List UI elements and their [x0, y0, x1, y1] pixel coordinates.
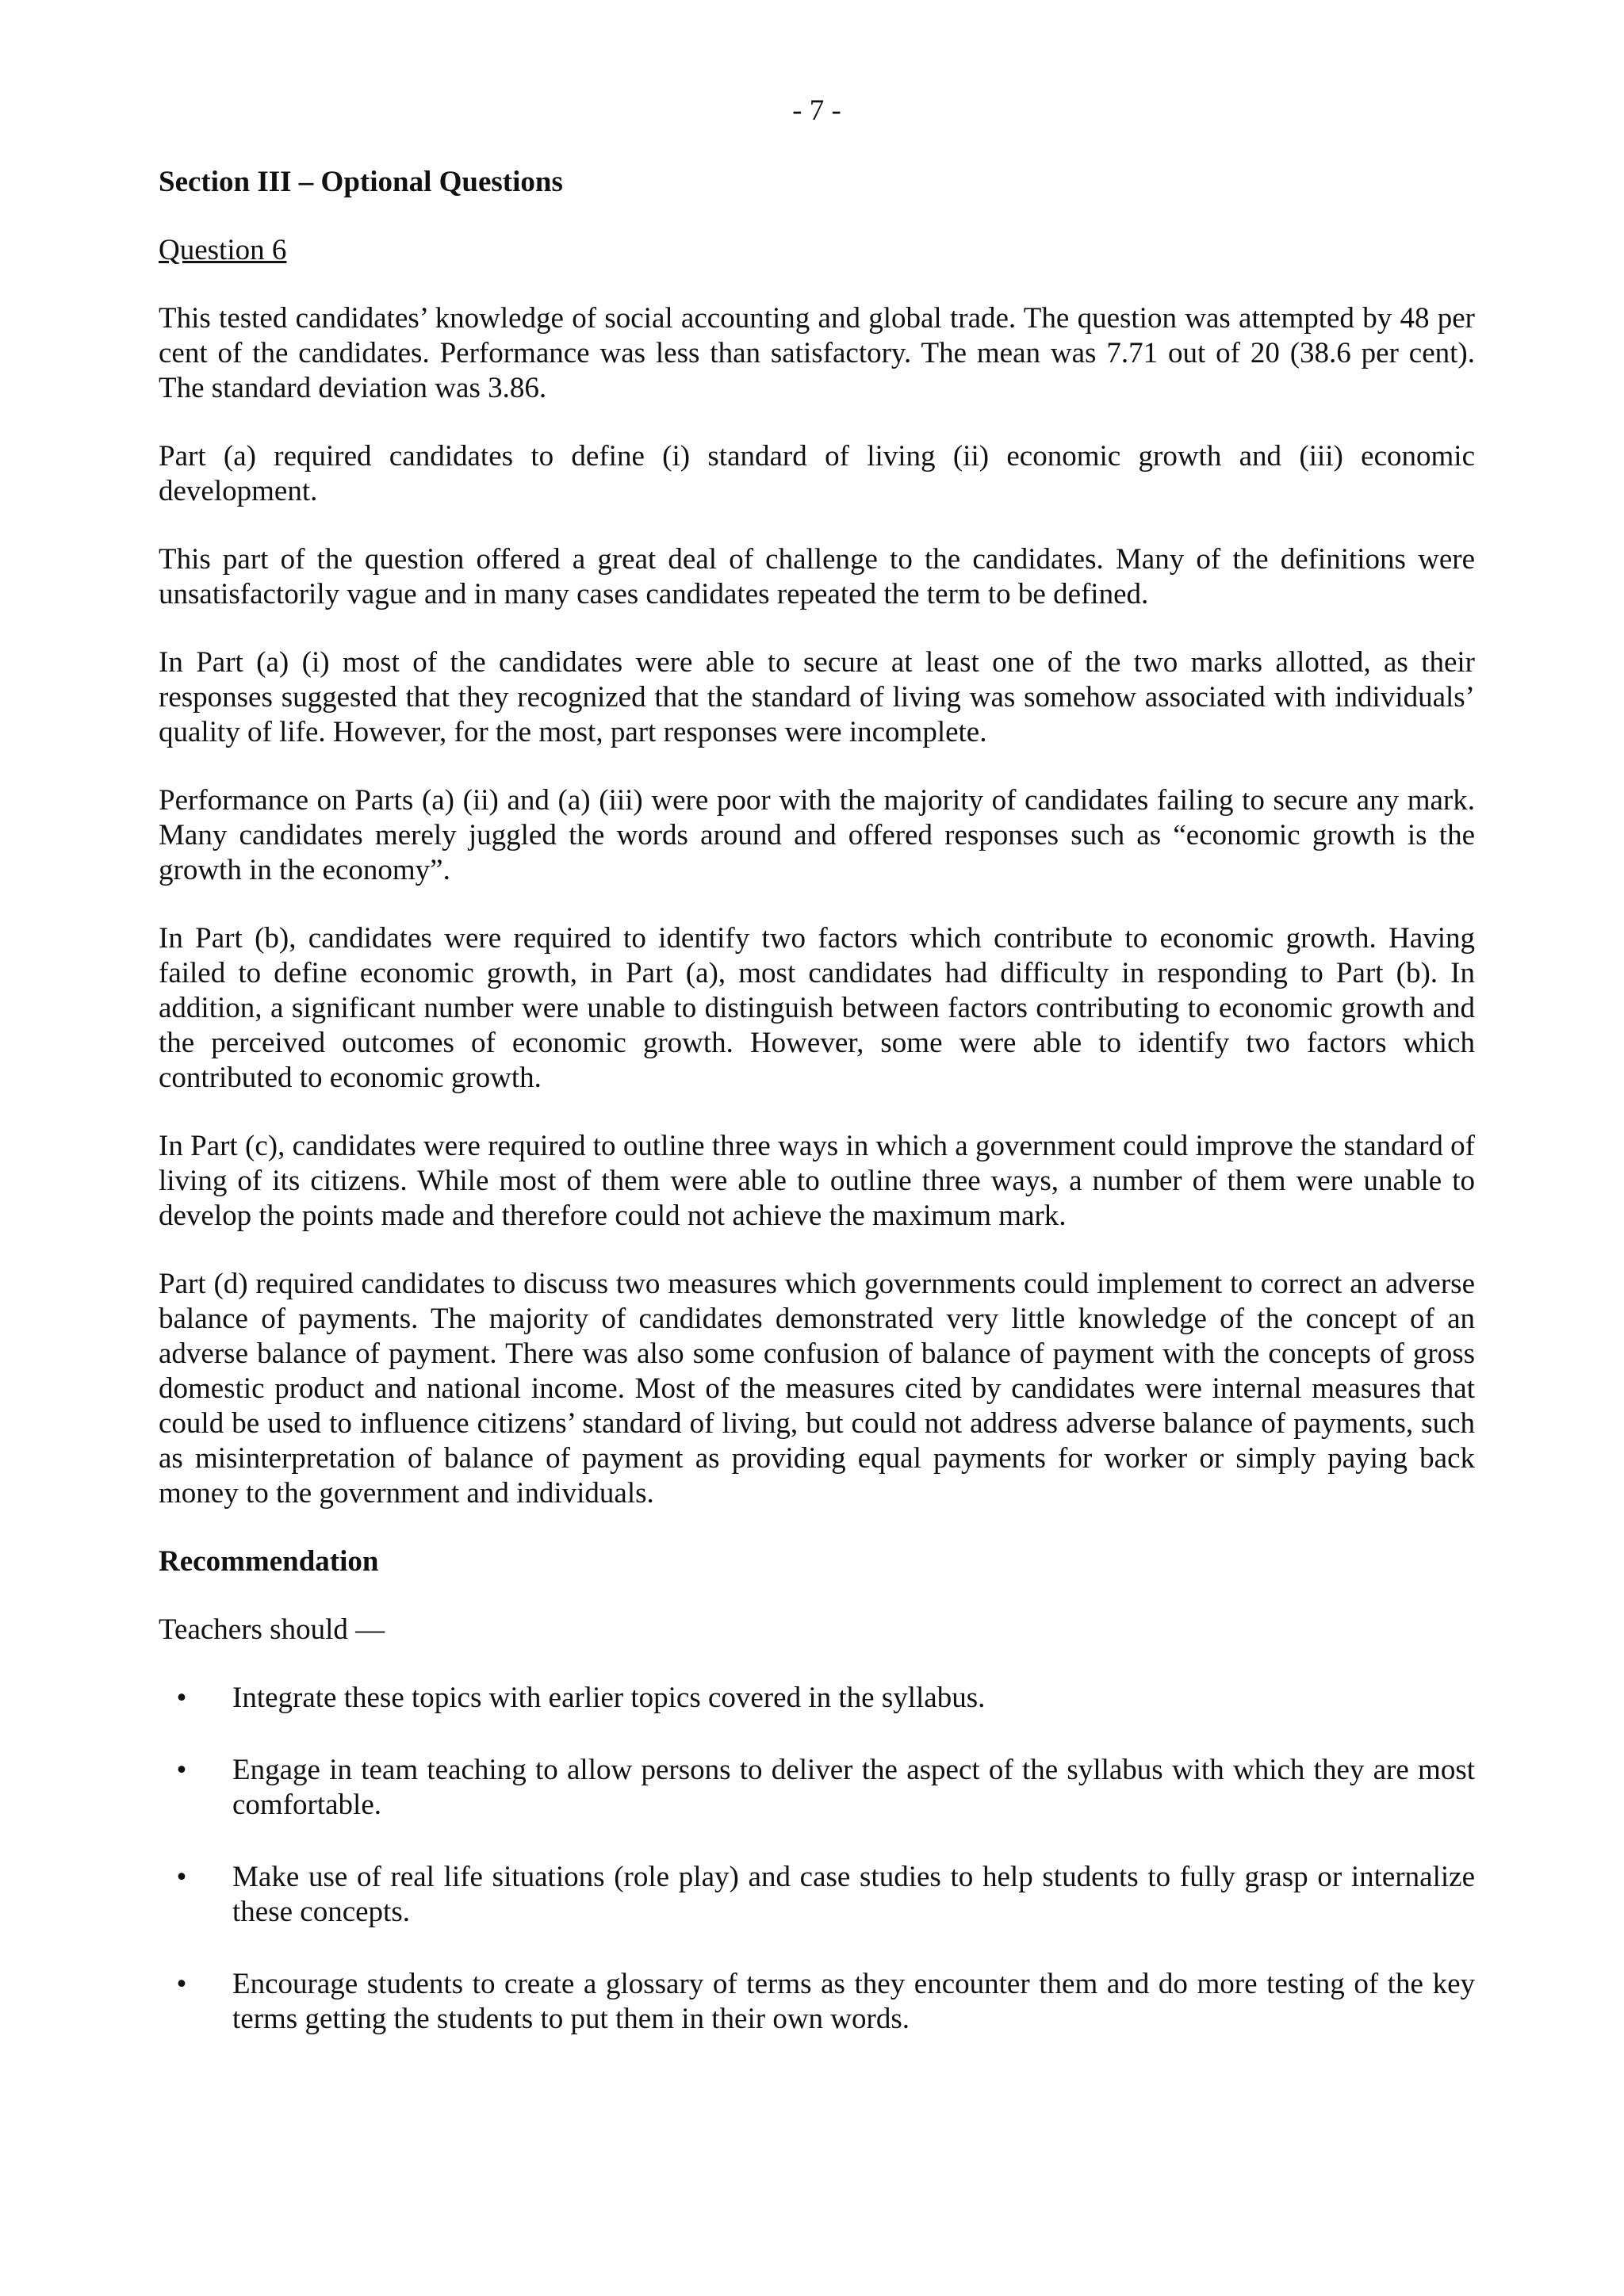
- bullet-icon: •: [176, 1682, 187, 1714]
- recommendation-list: [159, 1681, 1475, 2037]
- recommendation-text: Encourage students to create a glossary of terms as they encounter them and do more testing of the key terms getting the students to put them in their own words.: [232, 1968, 1475, 2035]
- recommendation-item: [159, 1681, 1475, 1716]
- bullet-icon: •: [176, 1861, 187, 1893]
- recommendation-item: [159, 1860, 1475, 1930]
- paragraph-overview: This tested candidates’ knowledge of social accounting and global trade. The question was attempted by 48 per cent of the candidates. Performance was less than satisfactory. The mean was 7.71 out of 20 (38.6 per cent). The standard deviation was 3.86.: [159, 302, 1475, 404]
- bullet-icon: •: [176, 1968, 187, 2000]
- question-title: Question 6: [159, 234, 287, 266]
- paragraph-part-a-ii-iii: Performance on Parts (a) (ii) and (a) (iii) were poor with the majority of candidates failing to secure any mark. Many candidates merely juggled the words around and offered responses such as “economic growth is the growth in the economy”.: [159, 784, 1475, 886]
- paragraph-part-a-requirement: Part (a) required candidates to define (i) standard of living (ii) economic growth and (iii) economic development.: [159, 440, 1475, 507]
- paragraph-part-b: In Part (b), candidates were required to identify two factors which contribute to economic growth. Having failed to define economic growth, in Part (a), most candidates had difficulty in responding to Part (b). In addition, a significant number were unable to distinguish between factors contributing to economic growth and the perceived outcomes of economic growth. However, some were able to identify two factors which contributed to economic growth.: [159, 922, 1475, 1094]
- paragraph-part-a-i: In Part (a) (i) most of the candidates were able to secure at least one of the two marks allotted, as their responses suggested that they recognized that the standard of living was somehow associated with individuals’ quality of life. However, for the most, part responses were incomplete.: [159, 646, 1475, 748]
- recommendation-item: [159, 1753, 1475, 1823]
- page-number: - 7 -: [792, 94, 841, 127]
- recommendation-item: [159, 1967, 1475, 2037]
- paragraph-part-a-challenge: This part of the question offered a great deal of challenge to the candidates. Many of the definitions were unsatisfactorily vague and in many cases candidates repeated the term to be defined.: [159, 543, 1475, 610]
- bullet-icon: •: [176, 1754, 187, 1786]
- recommendation-title: Recommendation: [159, 1545, 379, 1578]
- paragraph-part-c: In Part (c), candidates were required to outline three ways in which a government could improve the standard of living of its citizens. While most of them were able to outline three ways, a number of them were unable to develop the points made and therefore could not achieve the maximum mark.: [159, 1130, 1475, 1232]
- teachers-intro: Teachers should —: [159, 1613, 385, 1646]
- paragraph-part-d: Part (d) required candidates to discuss two measures which governments could implement to correct an adverse balance of payments. The majority of candidates demonstrated very little knowledge of the concept of an adverse balance of payment. There was also some confusion of balance of payment with the concepts of gross domestic product and national income. Most of the measures cited by candidates were internal measures that could be used to influence citizens’ standard of living, but could not address adverse balance of payments, such as misinterpretation of balance of payment as providing equal payments for worker or simply paying back money to the government and individuals.: [159, 1268, 1475, 1510]
- recommendation-text: Engage in team teaching to allow persons to deliver the aspect of the syllabus with which they are most comfortable.: [232, 1754, 1475, 1821]
- document-body: [159, 165, 1475, 2074]
- section-title: Section III – Optional Questions: [159, 166, 563, 198]
- recommendation-text: Integrate these topics with earlier topics covered in the syllabus.: [232, 1682, 986, 1714]
- recommendation-text: Make use of real life situations (role play) and case studies to help students to fully grasp or internalize these concepts.: [232, 1861, 1475, 1928]
